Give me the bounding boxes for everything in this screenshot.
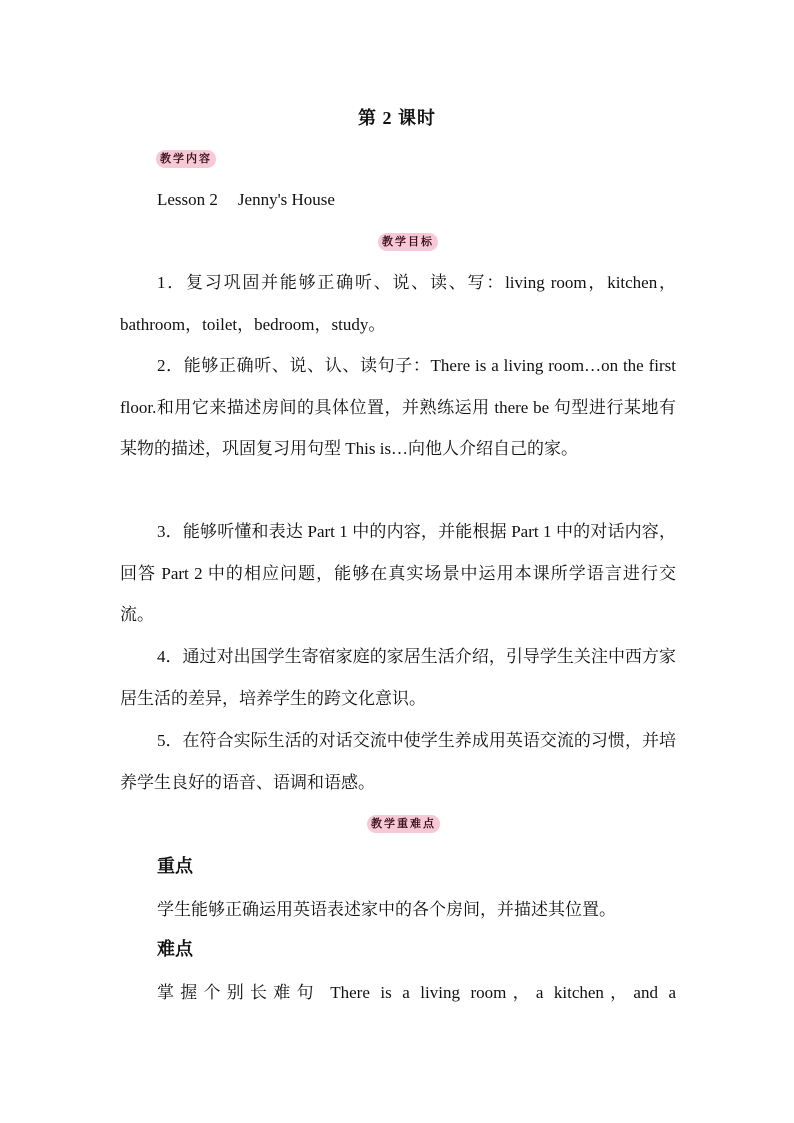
goal-item-5: 5．在符合实际生活的对话交流中使学生养成用英语交流的习惯，并培养学生良好的语音、语调和语感。 — [120, 731, 676, 792]
section-badge-teaching-goals: 教学目标 — [378, 233, 438, 251]
goal-item-4: 4．通过对出国学生寄宿家庭的家居生活介绍，引导学生关注中西方家居生活的差异，培养学生的跨文化意识。 — [120, 647, 676, 708]
lesson-title — [157, 190, 335, 210]
key-point-text: 学生能够正确运用英语表述家中的各个房间，并描述其位置。 — [157, 900, 616, 919]
difficult-point-heading: 难点 — [157, 939, 193, 959]
lesson-name: Jenny's House — [237, 190, 335, 209]
goal-item-3: 3．能够听懂和表达 Part 1 中的内容，并能根据 Part 1 中的对话内容，回答 Part 2 中的相应问题，能够在真实场景中运用本课所学语言进行交流。 — [120, 522, 676, 624]
lesson-number: Lesson 2 — [157, 190, 218, 209]
key-point-heading: 重点 — [157, 856, 193, 876]
goal-item-2: 2．能够正确听、说、认、读句子：There is a living room…on the first floor.和用它来描述房间的具体位置，并熟练运用 there be 句型进行某地有某物的描述，巩固复习用句型 This is…向他人介绍自己的家。 — [120, 356, 676, 458]
goal-item-1: 1．复习巩固并能够正确听、说、读、写：living room，kitchen，bathroom，toilet，bedroom，study。 — [120, 273, 676, 334]
difficult-point-text: 掌握个别长难句 There is a living room，a kitchen，and a — [157, 983, 676, 1002]
section-badge-key-difficult-points: 教学重难点 — [367, 815, 440, 833]
page-title: 第 2 课时 — [358, 108, 436, 128]
section-badge-teaching-content: 教学内容 — [156, 150, 216, 168]
